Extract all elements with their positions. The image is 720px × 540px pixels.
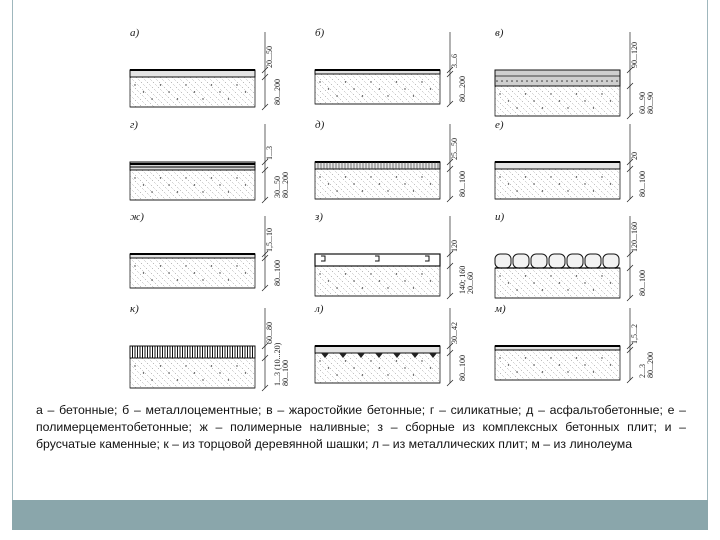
base-dot [576,357,577,358]
base-dot [319,176,320,177]
paving-stone [567,254,583,268]
dimension-label: 60...80 [265,322,274,344]
paving-stone [549,254,565,268]
base-dot [245,184,246,185]
base-dot [379,88,380,89]
base-dot [362,190,363,191]
base-dot [194,91,195,92]
panel-10 [130,303,290,391]
panel-8 [314,211,475,299]
base-dot [413,95,414,96]
panel-letter: а) [130,27,140,39]
base-dot [516,371,517,372]
base-dot [396,81,397,82]
dimension-label: 80...100 [273,260,282,286]
base-layer [315,266,440,296]
base-dot [379,183,380,184]
base-layer [130,358,255,388]
base-dot [516,289,517,290]
base-dot [185,84,186,85]
base-dot [228,379,229,380]
paving-stone [513,254,529,268]
base-dot [219,184,220,185]
base-dot [345,360,346,361]
base-dot [550,357,551,358]
base-dot [336,374,337,375]
base-dot [160,265,161,266]
base-dot [593,190,594,191]
panel-letter: ж) [130,211,144,223]
base-dot [328,367,329,368]
finish-dot [541,80,543,82]
base-dot [533,282,534,283]
base-dot [228,279,229,280]
finish-dot [501,80,503,82]
base-dot [430,183,431,184]
base-dot [345,176,346,177]
dimension-label: 80...200 [646,352,655,378]
base-dot [160,177,161,178]
base-dot [508,100,509,101]
dimension-label: 2...3 [638,364,647,378]
base-dot [601,357,602,358]
base-dot [228,98,229,99]
dimension-label: 25...50 [450,138,459,160]
base-dot [353,367,354,368]
base-dot [168,372,169,373]
dimension-label: 120...160 [630,222,639,252]
dimension-label: 60...90 [638,92,647,114]
dimension-label: 1...3 (10...20) [273,342,282,386]
dimension-label: 20...60 [466,272,475,294]
base-dot [499,275,500,276]
base-dot [601,176,602,177]
base-layer [130,77,255,107]
base-dot [525,176,526,177]
base-layer [315,74,440,104]
base-dot [211,177,212,178]
base-dot [542,371,543,372]
dimension-label: 80...100 [281,360,290,386]
base-dot [379,280,380,281]
dimension-label: 80...90 [646,92,655,114]
base-dot [228,191,229,192]
finish-dot [551,80,553,82]
finish-dot [576,80,578,82]
finish-dot [506,80,508,82]
dimension-label: 80...200 [458,76,467,102]
panel-3 [495,27,655,119]
base-dot [202,379,203,380]
base-dot [177,98,178,99]
base-dot [370,81,371,82]
panel-letter: е) [495,119,504,131]
base-dot [211,84,212,85]
base-dot [610,183,611,184]
base-dot [134,177,135,178]
dimension-label: 80...100 [458,171,467,197]
base-dot [370,273,371,274]
base-layer [315,169,440,199]
finish-dot [521,80,523,82]
base-dot [353,280,354,281]
base-dot [168,91,169,92]
base-dot [601,93,602,94]
slide-frame-right [707,0,708,530]
base-dot [567,289,568,290]
paving-stone [531,254,547,268]
base-dot [550,176,551,177]
base-dot [194,184,195,185]
panel-letter: к) [130,303,139,315]
base-dot [584,282,585,283]
base-dot [559,364,560,365]
base-dot [559,100,560,101]
base-dot [533,364,534,365]
base-dot [168,184,169,185]
dimension-label: 1,5...2 [630,324,639,344]
finish-dot [516,80,518,82]
base-dot [160,365,161,366]
finish-dot [496,80,498,82]
dimension-label: 80...100 [638,270,647,296]
base-dot [185,365,186,366]
base-dot [336,190,337,191]
base-dot [593,371,594,372]
base-dot [567,190,568,191]
base-dot [404,367,405,368]
dimension-label: 120 [450,240,459,252]
dimension-label: 3...6 [450,54,459,68]
base-dot [345,81,346,82]
base-dot [236,84,237,85]
slide-frame-left [12,0,13,530]
dimension-label: 80...100 [458,355,467,381]
floor-sections-figure [120,18,680,398]
base-dot [143,372,144,373]
base-layer [130,258,255,288]
panel-letter: и) [495,211,505,223]
base-dot [211,265,212,266]
dimension-label: 90...120 [630,42,639,68]
base-dot [499,93,500,94]
finish-dot [591,80,593,82]
base-dot [236,177,237,178]
finish-dot [546,80,548,82]
base-dot [593,289,594,290]
base-dot [413,374,414,375]
finish-dot [601,80,603,82]
base-dot [362,287,363,288]
base-dot [177,379,178,380]
base-dot [542,107,543,108]
finish-layer [130,70,255,77]
base-dot [421,360,422,361]
base-dot [151,98,152,99]
finish-layer [315,346,440,353]
base-dot [610,282,611,283]
base-dot [508,364,509,365]
dimension-label: 80...200 [273,79,282,105]
base-dot [533,100,534,101]
dimension-label: 140; 160 [458,265,467,294]
base-dot [143,272,144,273]
panel-letter: б) [315,27,325,39]
base-dot [421,176,422,177]
base-dot [362,95,363,96]
base-dot [151,379,152,380]
finish-dot [556,80,558,82]
base-dot [499,176,500,177]
panel-1 [130,27,282,110]
base-dot [404,183,405,184]
base-dot [542,190,543,191]
base-dot [151,191,152,192]
footer-bar [12,500,708,530]
base-dot [362,374,363,375]
base-dot [134,265,135,266]
base-dot [421,81,422,82]
panel-11 [314,303,467,386]
base-dot [387,190,388,191]
base-dot [559,183,560,184]
base-dot [396,273,397,274]
dimension-label: 30...50 [273,176,282,198]
base-dot [151,279,152,280]
paving-stone [603,254,619,268]
finish-dot [526,80,528,82]
base-dot [508,282,509,283]
base-dot [421,273,422,274]
base-dot [576,176,577,177]
base-dot [516,190,517,191]
base-dot [567,107,568,108]
base-dot [584,183,585,184]
base-dot [516,107,517,108]
base-dot [336,287,337,288]
base-dot [194,272,195,273]
base-dot [202,191,203,192]
base-dot [430,88,431,89]
finish-dot [611,80,613,82]
base-dot [202,279,203,280]
dimension-label: 1,5...10 [265,228,274,252]
base-dot [211,365,212,366]
panel-5 [315,119,467,202]
base-dot [219,272,220,273]
base-dot [336,95,337,96]
base-dot [525,275,526,276]
finish-dot [511,80,513,82]
base-dot [387,95,388,96]
base-dot [396,360,397,361]
base-dot [328,280,329,281]
paving-stone [585,254,601,268]
finish-dot [616,80,618,82]
base-dot [202,98,203,99]
base-layer [495,86,620,116]
base-dot [593,107,594,108]
base-dot [134,365,135,366]
base-dot [143,91,144,92]
finish-dot [581,80,583,82]
dimension-label: 30...42 [450,322,459,344]
dimension-label: 80...200 [281,172,290,198]
base-dot [194,372,195,373]
base-dot [353,88,354,89]
base-dot [584,364,585,365]
base-dot [370,176,371,177]
finish-dot [596,80,598,82]
base-dot [319,360,320,361]
finish-layer [495,162,620,169]
dimension-label: 1...3 [265,146,274,160]
panel-letter: з) [315,211,323,223]
panel-letter: д) [315,119,325,131]
base-dot [610,364,611,365]
base-dot [236,265,237,266]
finish-dot [531,80,533,82]
base-layer [495,350,620,380]
dimension-label: 20...50 [265,46,274,68]
base-dot [177,191,178,192]
base-dot [567,371,568,372]
panel-7 [130,211,282,291]
panel-4 [130,119,290,203]
panel-letter: в) [495,27,504,39]
base-dot [236,365,237,366]
panel-9 [495,211,647,301]
panel-letter: г) [130,119,138,131]
base-dot [319,81,320,82]
finish-dot [536,80,538,82]
figure-caption: а – бетонные; б – металлоцементные; в – жаростойкие бетонные; г – силикатные; д – асфальтобетонные; е – полимерцементобетонные; ж – полимерные наливные; з – сборные из комплексных бетонных плит; и – брусчатые каменные; к – из торцовой деревянной шашки; л – из металлических плит; м – из линолеума [36,403,686,451]
finish-dot [586,80,588,82]
base-dot [328,183,329,184]
base-dot [499,357,500,358]
base-dot [576,275,577,276]
base-dot [430,280,431,281]
base-dot [370,360,371,361]
base-dot [353,183,354,184]
base-dot [508,183,509,184]
base-dot [542,289,543,290]
dimension-label: 80...100 [638,171,647,197]
base-dot [134,84,135,85]
base-dot [245,372,246,373]
base-dot [430,367,431,368]
base-dot [319,273,320,274]
panel-letter: м) [495,303,506,315]
base-dot [143,184,144,185]
finish-layer [495,70,620,86]
base-dot [550,93,551,94]
base-dot [387,287,388,288]
base-dot [584,100,585,101]
base-dot [601,275,602,276]
base-dot [168,272,169,273]
base-dot [533,183,534,184]
finish-layer [315,162,440,169]
finish-dot [571,80,573,82]
base-dot [396,176,397,177]
panel-2 [315,27,467,107]
base-dot [387,374,388,375]
paving-stone [495,254,511,268]
base-dot [185,177,186,178]
base-dot [185,265,186,266]
panel-12 [494,303,655,383]
base-dot [245,272,246,273]
finish-dot [561,80,563,82]
base-dot [160,84,161,85]
base-dot [245,91,246,92]
base-dot [177,279,178,280]
base-dot [345,273,346,274]
base-dot [328,88,329,89]
base-dot [525,93,526,94]
base-dot [610,100,611,101]
base-dot [550,275,551,276]
base-layer [315,353,440,383]
finish-dot [566,80,568,82]
base-layer [495,169,620,199]
base-dot [576,93,577,94]
dimension-label: 20 [630,152,639,160]
base-dot [413,190,414,191]
base-dot [404,88,405,89]
base-dot [413,287,414,288]
footer-margin [0,530,720,540]
floor-sections-drawing [120,18,680,398]
panel-6 [495,119,647,202]
base-dot [219,91,220,92]
base-layer [495,268,620,298]
finish-dot [606,80,608,82]
base-layer [130,170,255,200]
base-dot [525,357,526,358]
base-dot [379,367,380,368]
base-dot [559,282,560,283]
panel-letter: л) [315,303,324,315]
base-dot [219,372,220,373]
base-dot [404,280,405,281]
